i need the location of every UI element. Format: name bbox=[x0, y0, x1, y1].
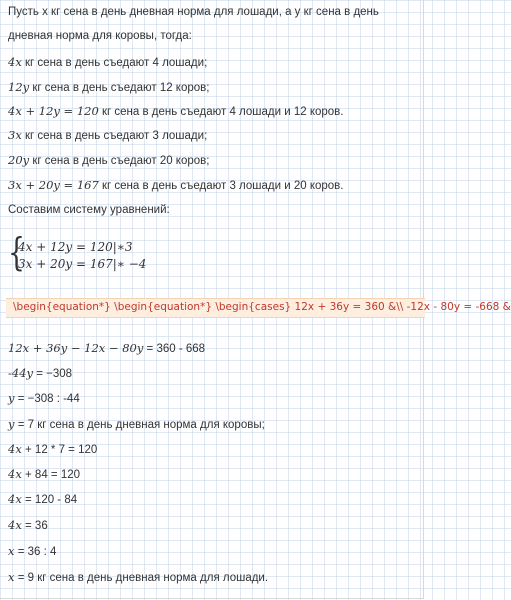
fact-line bbox=[8, 153, 209, 167]
step-text: + 84 = 120 bbox=[21, 469, 81, 481]
step-text: = 36 bbox=[21, 520, 48, 532]
step-text: = 9 кг сена в день дневная норма для лошади. bbox=[14, 572, 269, 584]
step-text: + 12 * 7 = 120 bbox=[21, 444, 98, 456]
math-expr: 4x bbox=[8, 442, 22, 456]
math-expr: 4x bbox=[8, 55, 22, 69]
step-line bbox=[8, 341, 205, 355]
fact-text: кг сена в день съедают 3 лошади; bbox=[21, 130, 208, 142]
step-text: = −308 bbox=[33, 368, 73, 380]
fact-text: кг сена в день съедают 4 лошади и 12 коров. bbox=[98, 106, 344, 118]
step-text: = 120 - 84 bbox=[21, 494, 78, 506]
system-equation-1: 4x + 12y = 120|∗3 bbox=[18, 240, 133, 254]
math-expr: 3x + 20y = 167 bbox=[8, 178, 99, 192]
step-line bbox=[8, 442, 97, 456]
math-expr: 3x bbox=[8, 128, 22, 142]
step-text: = 7 кг сена в день дневная норма для коровы; bbox=[14, 419, 265, 431]
math-expr: y bbox=[8, 391, 15, 405]
math-expr: 12x + 36y − 12x − 80y bbox=[8, 341, 144, 355]
step-text: = 360 - 668 bbox=[143, 343, 206, 355]
system-equation-2: 3x + 20y = 167|∗ −4 bbox=[18, 257, 147, 271]
math-expr: 4x + 12y = 120 bbox=[8, 104, 99, 118]
intro-line-1: Пусть x кг сена в день дневная норма для лошади, а y кг сена в день bbox=[8, 6, 379, 18]
fact-text: кг сена в день съедают 3 лошади и 20 коров. bbox=[98, 180, 344, 192]
fact-line bbox=[8, 104, 344, 118]
step-line bbox=[8, 391, 80, 405]
math-expr: 20y bbox=[8, 153, 30, 167]
fact-text: кг сена в день съедают 12 коров; bbox=[29, 82, 210, 94]
math-expr: x bbox=[8, 544, 15, 558]
math-expr: 4x bbox=[8, 518, 22, 532]
system-label: Составим систему уравнений: bbox=[8, 204, 170, 216]
math-expr: x bbox=[8, 570, 15, 584]
latex-error-text: \begin{equation*} \begin{equation*} \begin{cases} 12x + 36y = 360 &\\ -12x - 80y = -668 & bbox=[13, 301, 511, 313]
step-text: = −308 : -44 bbox=[14, 393, 80, 405]
math-expr: 4x bbox=[8, 467, 22, 481]
step-line bbox=[8, 518, 48, 532]
fact-line bbox=[8, 80, 209, 94]
step-line bbox=[8, 467, 80, 481]
step-line bbox=[8, 417, 265, 431]
curly-brace-icon: { bbox=[8, 230, 25, 274]
fact-text: кг сена в день съедают 20 коров; bbox=[29, 155, 210, 167]
step-line bbox=[8, 544, 56, 558]
fact-text: кг сена в день съедают 4 лошади; bbox=[21, 57, 208, 69]
step-text: = 36 : 4 bbox=[14, 546, 57, 558]
math-expr: 12y bbox=[8, 80, 30, 94]
step-line bbox=[8, 366, 72, 380]
latex-error-box bbox=[6, 298, 511, 318]
step-line bbox=[8, 570, 268, 584]
fact-line bbox=[8, 128, 207, 142]
intro-line-2: дневная норма для коровы, тогда: bbox=[8, 30, 192, 42]
math-expr: y bbox=[8, 417, 15, 431]
math-expr: 4x bbox=[8, 492, 22, 506]
step-line bbox=[8, 492, 77, 506]
fact-line bbox=[8, 178, 344, 192]
math-expr: -44y bbox=[8, 366, 34, 380]
fact-line bbox=[8, 55, 207, 69]
